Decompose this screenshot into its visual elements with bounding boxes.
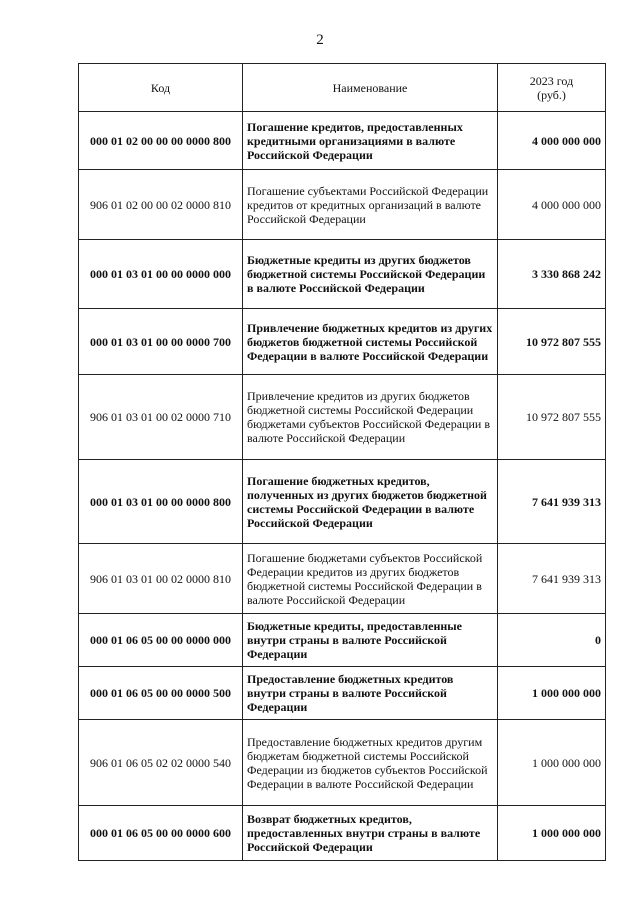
row-code: 000 01 03 01 00 00 0000 000 — [79, 240, 243, 309]
row-amount: 3 330 868 242 — [498, 240, 606, 309]
row-amount: 7 641 939 313 — [498, 460, 606, 544]
row-amount: 10 972 807 555 — [498, 309, 606, 375]
row-name: Погашение кредитов, предоставленных кредитными организациями в валюте Российской Федерации — [243, 112, 498, 170]
table-header-row — [79, 64, 606, 112]
row-code: 000 01 02 00 00 00 0000 800 — [79, 112, 243, 170]
row-amount: 10 972 807 555 — [498, 375, 606, 460]
budget-table — [78, 63, 606, 861]
row-amount: 0 — [498, 614, 606, 667]
table-row — [79, 667, 606, 720]
table-row — [79, 112, 606, 170]
header-unit-label: (руб.) — [537, 87, 566, 102]
row-code: 000 01 03 01 00 00 0000 700 — [79, 309, 243, 375]
row-code: 906 01 03 01 00 02 0000 710 — [79, 375, 243, 460]
row-name: Погашение субъектами Российской Федерации кредитов от кредитных организаций в валюте Российской Федерации — [243, 170, 498, 240]
table-row — [79, 720, 606, 806]
row-code: 000 01 03 01 00 00 0000 800 — [79, 460, 243, 544]
row-amount: 4 000 000 000 — [498, 170, 606, 240]
row-code: 000 01 06 05 00 00 0000 500 — [79, 667, 243, 720]
row-name: Предоставление бюджетных кредитов другим бюджетам бюджетной системы Российской Федерации из бюджетов субъектов Российской Федерации в валюте Российской Федерации — [243, 720, 498, 806]
page-number: 2 — [316, 32, 324, 48]
row-name: Погашение бюджетных кредитов, полученных из других бюджетов бюджетной системы Российской Федерации в валюте Российской Федерации — [243, 460, 498, 544]
row-code: 906 01 03 01 00 02 0000 810 — [79, 544, 243, 614]
row-code: 906 01 06 05 02 02 0000 540 — [79, 720, 243, 806]
table-row — [79, 614, 606, 667]
table-row — [79, 806, 606, 861]
table-row — [79, 375, 606, 460]
row-name: Предоставление бюджетных кредитов внутри страны в валюте Российской Федерации — [243, 667, 498, 720]
row-name: Привлечение кредитов из других бюджетов бюджетной системы Российской Федерации бюджетами субъектов Российской Федерации в валюте Российской Федерации — [243, 375, 498, 460]
row-amount: 1 000 000 000 — [498, 667, 606, 720]
row-name: Бюджетные кредиты из других бюджетов бюджетной системы Российской Федерации в валюте Российской Федерации — [243, 240, 498, 309]
row-code: 906 01 02 00 00 02 0000 810 — [79, 170, 243, 240]
header-name: Наименование — [243, 64, 498, 112]
table-row — [79, 240, 606, 309]
row-amount: 1 000 000 000 — [498, 720, 606, 806]
table-row — [79, 460, 606, 544]
row-code: 000 01 06 05 00 00 0000 600 — [79, 806, 243, 861]
row-name: Возврат бюджетных кредитов, предоставленных внутри страны в валюте Российской Федерации — [243, 806, 498, 861]
row-name: Погашение бюджетами субъектов Российской Федерации кредитов из других бюджетов бюджетной системы Российской Федерации в валюте Российской Федерации — [243, 544, 498, 614]
table-row — [79, 544, 606, 614]
table-row — [79, 170, 606, 240]
row-amount: 1 000 000 000 — [498, 806, 606, 861]
header-year-label: 2023 год — [529, 73, 574, 88]
row-name: Привлечение бюджетных кредитов из других бюджетов бюджетной системы Российской Федерации в валюте Российской Федерации — [243, 309, 498, 375]
row-amount: 7 641 939 313 — [498, 544, 606, 614]
row-name: Бюджетные кредиты, предоставленные внутри страны в валюте Российской Федерации — [243, 614, 498, 667]
header-code: Код — [79, 64, 243, 112]
row-amount: 4 000 000 000 — [498, 112, 606, 170]
table-row — [79, 309, 606, 375]
header-year — [498, 64, 606, 112]
row-code: 000 01 06 05 00 00 0000 000 — [79, 614, 243, 667]
